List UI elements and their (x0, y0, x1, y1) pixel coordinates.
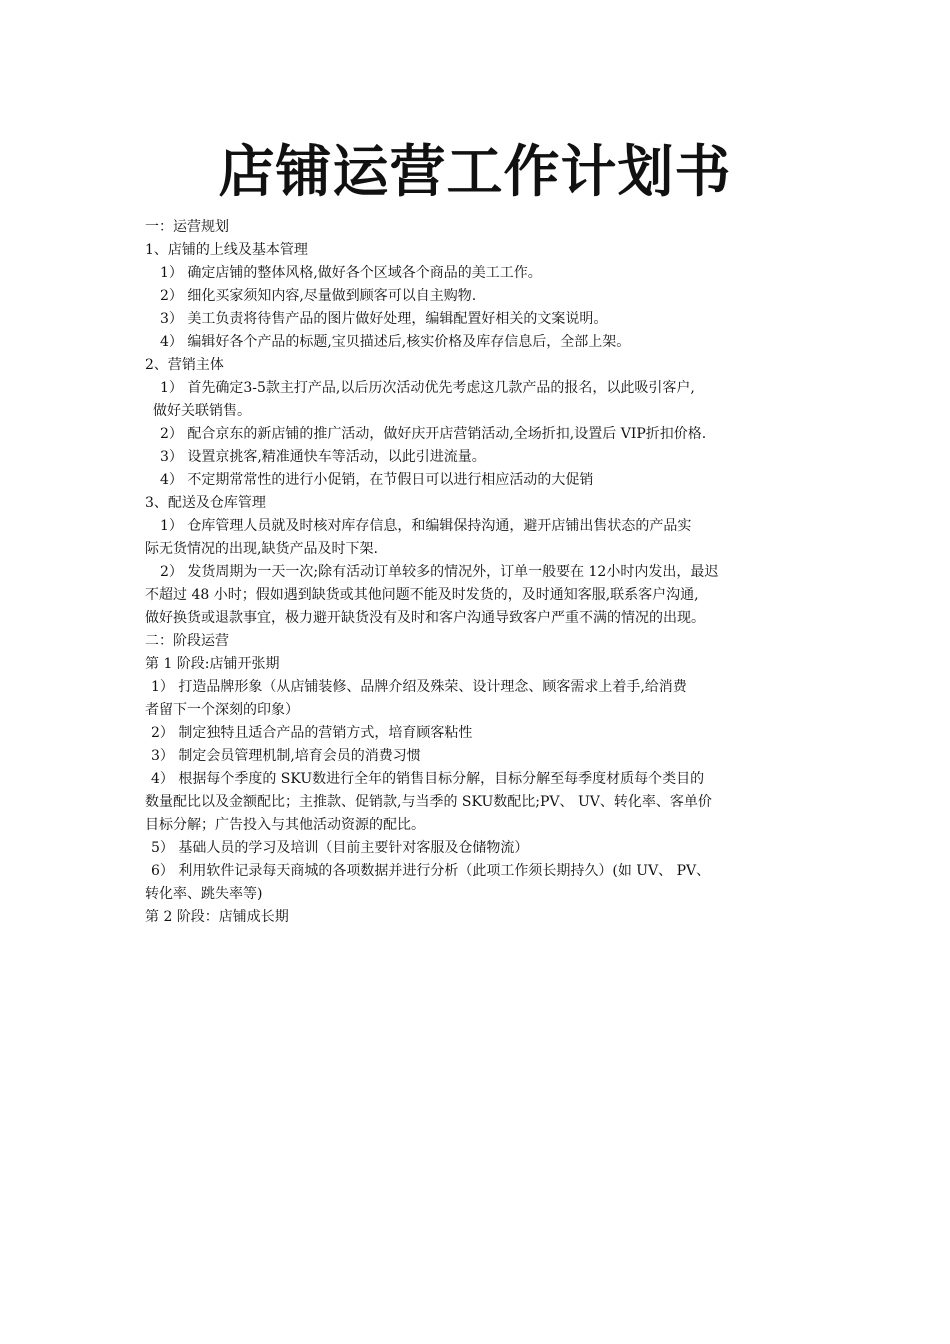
subsection-heading: 1、店铺的上线及基本管理 (145, 242, 308, 258)
list-item: 5） 基础人员的学习及培训（目前主要针对客服及仓储物流） (151, 840, 529, 856)
list-item: 1） 确定店铺的整体风格,做好各个区域各个商品的美工工作。 (160, 265, 542, 281)
list-item-continuation: 目标分解；广告投入与其他活动资源的配比。 (145, 817, 425, 833)
list-item-continuation: 做好换货或退款事宜，极力避开缺货没有及时和客户沟通导致客户严重不满的情况的出现。 (145, 610, 705, 626)
section-heading: 二：阶段运营 (145, 633, 229, 649)
list-item: 2） 发货周期为一天一次;除有活动订单较多的情况外，订单一般要在 12小时内发出，最迟 (160, 564, 719, 580)
list-item: 3） 设置京挑客,精准通快车等活动，以此引进流量。 (160, 449, 486, 465)
list-item: 4） 不定期常常性的进行小促销，在节假日可以进行相应活动的大促销 (160, 472, 594, 488)
list-item-continuation: 转化率、跳失率等) (145, 886, 263, 902)
list-item-continuation: 做好关联销售。 (153, 403, 251, 419)
list-item: 2） 配合京东的新店铺的推广活动，做好庆开店营销活动,全场折扣,设置后 VIP折扣价格. (160, 426, 707, 442)
list-item: 1） 首先确定3-5款主打产品,以后历次活动优先考虑这几款产品的报名，以此吸引客户, (160, 380, 695, 396)
subsection-heading: 3、配送及仓库管理 (145, 495, 266, 511)
list-item: 4） 编辑好各个产品的标题,宝贝描述后,核实价格及库存信息后，全部上架。 (160, 334, 631, 350)
list-item: 1） 打造品牌形象（从店铺装修、品牌介绍及殊荣、设计理念、顾客需求上着手,给消费 (151, 679, 687, 695)
document-title: 店铺运营工作计划书 (218, 140, 732, 205)
list-item-continuation: 者留下一个深刻的印象） (145, 702, 299, 718)
subsection-heading: 第 2 阶段：店铺成长期 (145, 909, 289, 925)
list-item: 2） 细化买家须知内容,尽量做到顾客可以自主购物. (160, 288, 477, 304)
list-item: 3） 美工负责将待售产品的图片做好处理，编辑配置好相关的文案说明。 (160, 311, 608, 327)
section-heading: 一：运营规划 (145, 219, 229, 235)
list-item: 4） 根据每个季度的 SKU数进行全年的销售目标分解，目标分解至每季度材质每个类目的 (151, 771, 705, 787)
subsection-heading: 第 1 阶段:店铺开张期 (145, 656, 280, 672)
document-body (145, 216, 825, 929)
list-item: 2） 制定独特且适合产品的营销方式，培育顾客粘性 (151, 725, 473, 741)
subsection-heading: 2、营销主体 (145, 357, 224, 373)
list-item: 6） 利用软件记录每天商城的各项数据并进行分析（此项工作须长期持久）(如 UV、 PV、 (151, 863, 711, 879)
list-item: 3） 制定会员管理机制,培育会员的消费习惯 (151, 748, 421, 764)
list-item-continuation: 数量配比以及金额配比；主推款、促销款,与当季的 SKU数配比;PV、 UV、转化率、客单价 (145, 794, 712, 810)
list-item-continuation: 不超过 48 小时；假如遇到缺货或其他问题不能及时发货的，及时通知客服,联系客户沟通, (145, 587, 699, 603)
list-item-continuation: 际无货情况的出现,缺货产品及时下架. (145, 541, 378, 557)
list-item: 1） 仓库管理人员就及时核对库存信息，和编辑保持沟通，避开店铺出售状态的产品实 (160, 518, 692, 534)
